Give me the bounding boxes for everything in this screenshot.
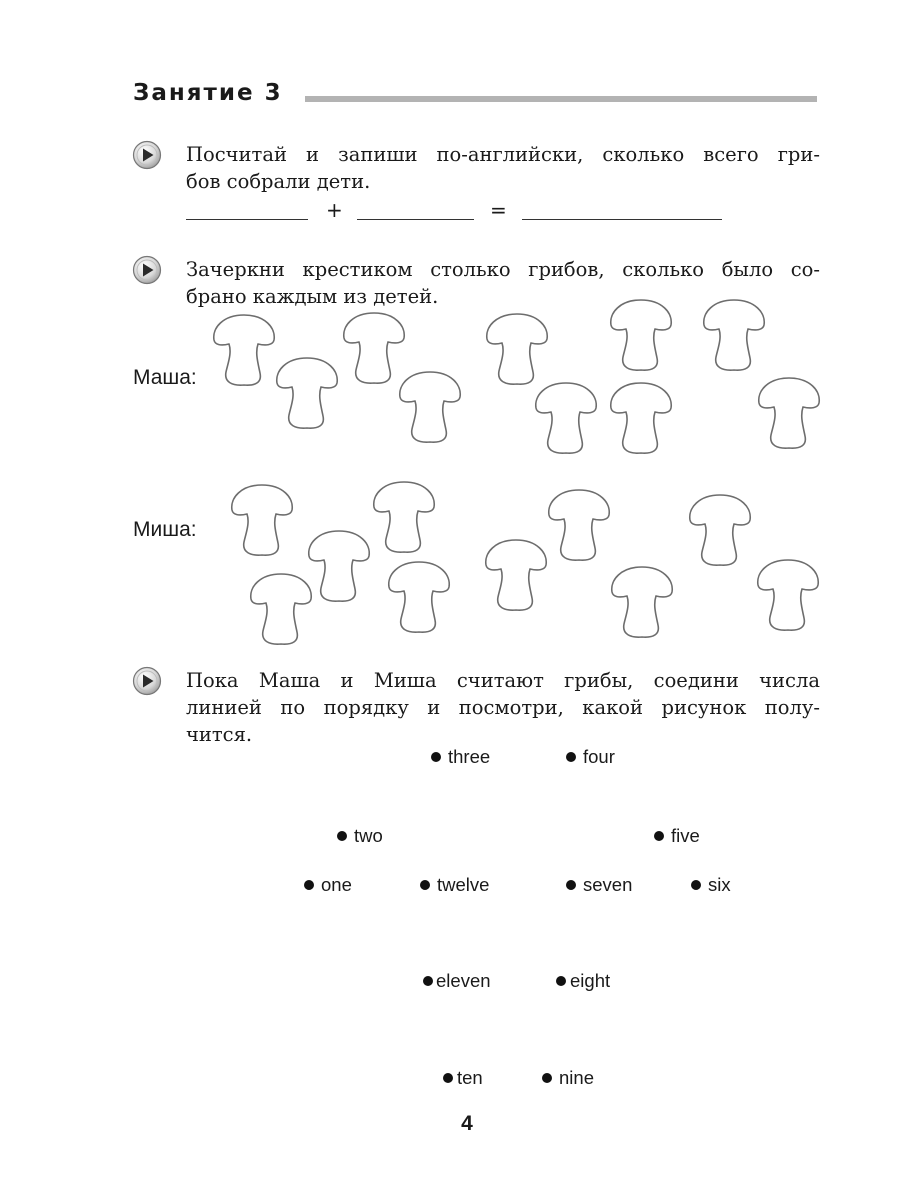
dot-six[interactable] <box>691 874 731 896</box>
dot-icon <box>431 752 441 762</box>
dot-icon <box>556 976 566 986</box>
dot-icon <box>423 976 433 986</box>
dot-label: one <box>321 874 352 895</box>
page-number: 4 <box>461 1112 473 1135</box>
task2-line1: Зачеркни крестиком столько грибов, сколько было со- <box>186 258 820 281</box>
mushroom-icon[interactable] <box>608 298 674 372</box>
task3-line1: Пока Маша и Миша считают грибы, соедини числа <box>186 669 820 692</box>
masha-label: Маша: <box>133 366 197 389</box>
dot-nine[interactable] <box>542 1067 594 1089</box>
play-bullet-icon <box>132 255 162 285</box>
dot-three[interactable] <box>431 746 490 768</box>
task1-line1: Посчитай и запиши по-английски, сколько всего гри- <box>186 143 820 166</box>
lesson-title: Занятие 3 <box>133 80 283 106</box>
mushroom-icon[interactable] <box>371 480 437 554</box>
dot-icon <box>420 880 430 890</box>
mushroom-icon[interactable] <box>211 313 277 387</box>
dot-four[interactable] <box>566 746 615 768</box>
dot-eleven[interactable] <box>423 970 491 992</box>
dot-two[interactable] <box>337 825 383 847</box>
dot-icon <box>443 1073 453 1083</box>
mushroom-icon[interactable] <box>484 312 550 386</box>
equals-sign: = <box>490 198 507 222</box>
mushroom-icon[interactable] <box>756 376 822 450</box>
mushroom-icon[interactable] <box>483 538 549 612</box>
title-rule <box>305 96 817 102</box>
misha-label: Миша: <box>133 518 197 541</box>
dot-label: seven <box>583 874 633 895</box>
dot-twelve[interactable] <box>420 874 489 896</box>
dot-ten[interactable] <box>443 1067 483 1089</box>
mushroom-icon[interactable] <box>306 529 372 603</box>
dot-icon <box>566 752 576 762</box>
dot-one[interactable] <box>304 874 352 896</box>
dot-label: eleven <box>436 970 491 991</box>
mushroom-icon[interactable] <box>274 356 340 430</box>
plus-sign: + <box>326 198 343 222</box>
mushroom-icon[interactable] <box>755 558 821 632</box>
mushroom-icon[interactable] <box>229 483 295 557</box>
answer-blank-2[interactable] <box>357 219 474 220</box>
task3-line2: линией по порядку и посмотри, какой рисунок полу- <box>186 696 820 719</box>
dot-icon <box>337 831 347 841</box>
mushroom-icon[interactable] <box>608 381 674 455</box>
dot-label: three <box>448 746 491 767</box>
answer-blank-1[interactable] <box>186 219 308 220</box>
mushroom-icon[interactable] <box>533 381 599 455</box>
dot-icon <box>304 880 314 890</box>
mushroom-icon[interactable] <box>701 298 767 372</box>
mushroom-icon[interactable] <box>687 493 753 567</box>
mushroom-icon[interactable] <box>386 560 452 634</box>
task1-line2: бов собрали дети. <box>186 170 371 193</box>
dot-icon <box>542 1073 552 1083</box>
mushroom-icon[interactable] <box>248 572 314 646</box>
dot-seven[interactable] <box>566 874 632 896</box>
dot-five[interactable] <box>654 825 700 847</box>
dot-label: eight <box>570 970 611 991</box>
mushroom-icon[interactable] <box>546 488 612 562</box>
dot-label: six <box>708 874 731 895</box>
dot-label: four <box>583 746 615 767</box>
dot-label: two <box>354 825 383 846</box>
task2-line2: брано каждым из детей. <box>186 285 439 308</box>
mushroom-icon[interactable] <box>609 565 675 639</box>
dot-label: twelve <box>437 874 490 895</box>
dot-icon <box>691 880 701 890</box>
dot-label: nine <box>559 1067 594 1088</box>
dot-icon <box>654 831 664 841</box>
dot-label: ten <box>457 1067 483 1088</box>
answer-blank-total[interactable] <box>522 219 722 220</box>
dot-icon <box>566 880 576 890</box>
dot-eight[interactable] <box>556 970 610 992</box>
play-bullet-icon <box>132 140 162 170</box>
mushroom-icon[interactable] <box>397 370 463 444</box>
play-bullet-icon <box>132 666 162 696</box>
dot-label: five <box>671 825 700 846</box>
task3-line3: чится. <box>186 723 253 746</box>
